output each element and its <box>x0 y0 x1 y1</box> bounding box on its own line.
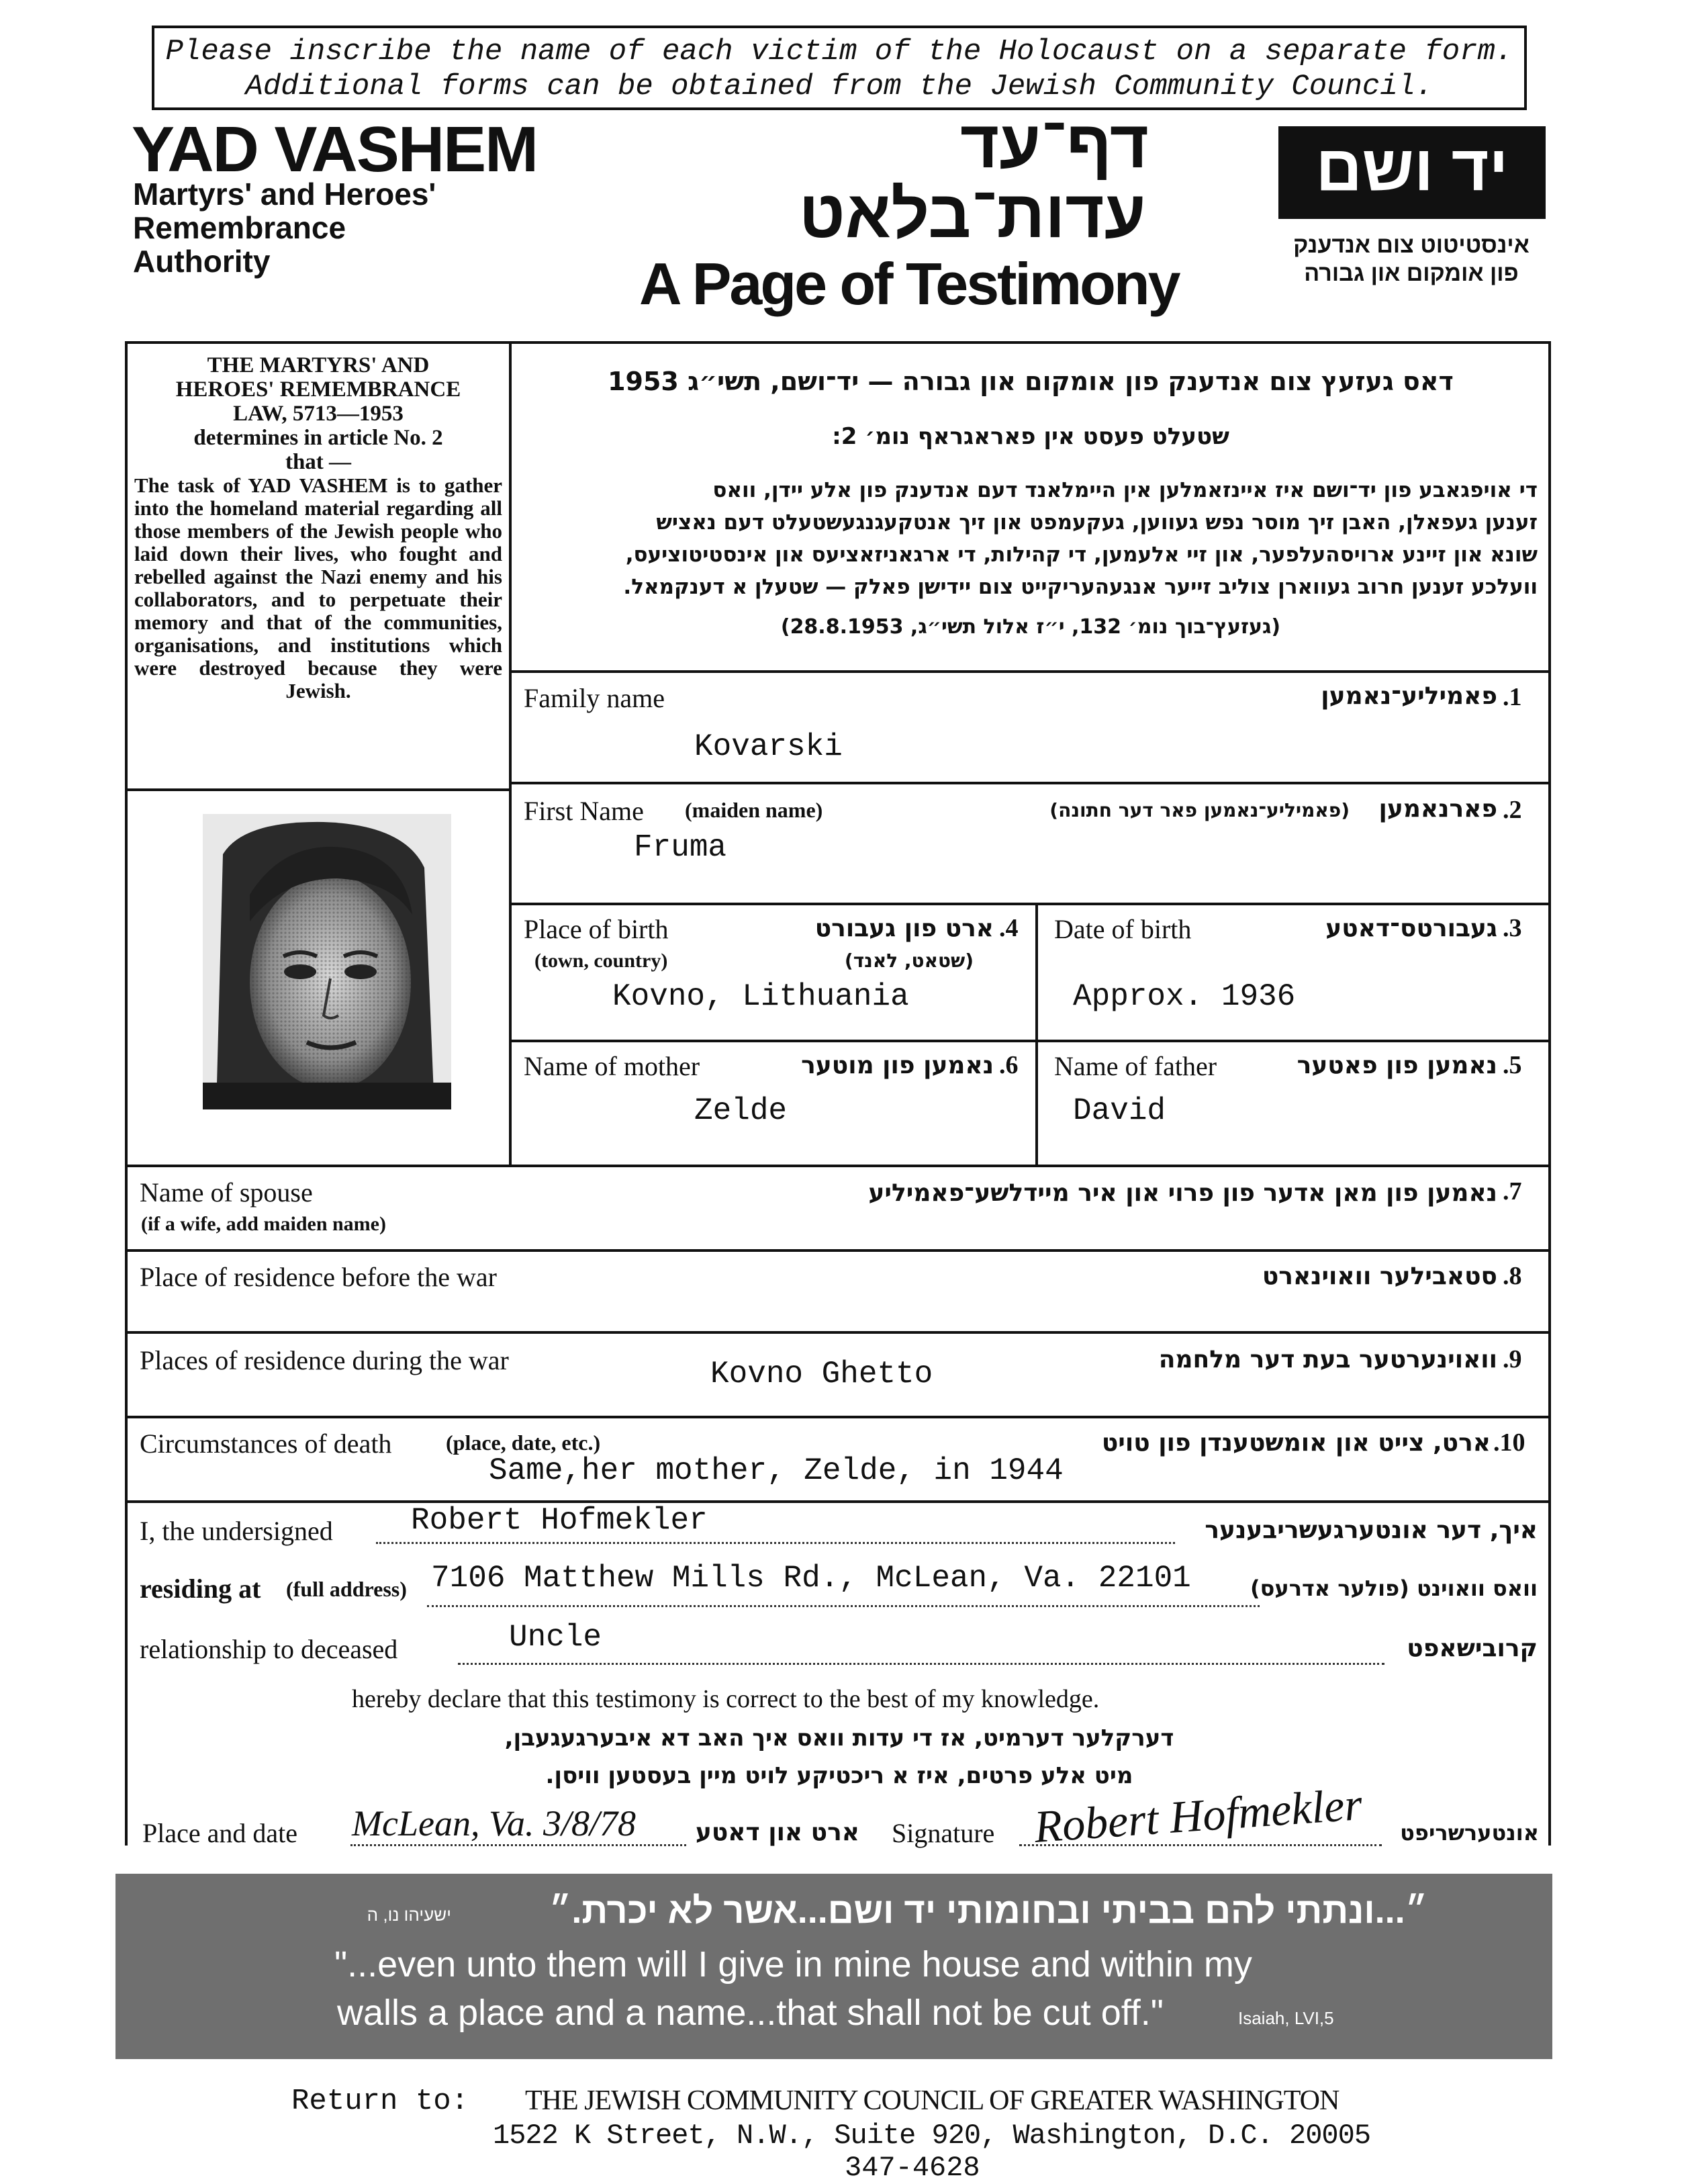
circumstances-hebrew: ארט, צייט און אומשטענדן פון טויט <box>1101 1429 1491 1457</box>
date-of-birth-value[interactable]: Approx. 1936 <box>1073 979 1296 1014</box>
return-address: 1522 K Street, N.W., Suite 920, Washington, D.C. 20005 <box>493 2120 1371 2152</box>
residence-before-war-label: Place of residence before the war <box>140 1262 497 1292</box>
declaration-hebrew-1: דערקלער דערמיט, אז די עדות וואס איך האב דא איבערגעגעבן, <box>504 1725 1174 1751</box>
law-that: that — <box>285 450 352 474</box>
org-subtitle-2: Remembrance <box>133 210 346 245</box>
signature-hebrew: אונטערשריפט <box>1400 1820 1539 1846</box>
residence-before-war-hebrew: סטאבילער וואוינארט <box>1262 1263 1497 1290</box>
circumstances-value[interactable]: Same,her mother, Zelde, in 1944 <box>489 1453 1064 1488</box>
place-of-birth-hebrew-sub: (שטאט, לאנד) <box>844 950 974 972</box>
place-of-birth-value[interactable]: Kovno, Lithuania <box>612 979 909 1014</box>
father-name-hebrew: נאמען פון פאטער <box>1297 1052 1497 1079</box>
hebrew-title-2: עדות־בלאט <box>799 177 1146 252</box>
first-name-sublabel: (maiden name) <box>685 798 823 822</box>
yad-vashem-logo <box>1278 126 1546 219</box>
notice-line-1: Please inscribe the name of each victim of the Holocaust on a separate form. <box>165 35 1513 69</box>
declaration-english: hereby declare that this testimony is correct to the best of my knowledge. <box>352 1685 1100 1713</box>
law-yiddish-4: זענען געפאלן, האבן זיך מוסר נפש געווען, געקעמפט און זיך אנטקעגנגעשטעלט דעם נאציש <box>656 510 1538 535</box>
org-subtitle-3: Authority <box>133 244 271 279</box>
field-6-number: .6 <box>999 1051 1019 1079</box>
first-name-value[interactable]: Fruma <box>634 830 727 865</box>
banner-english-reference: Isaiah, LVI,5 <box>1238 2008 1334 2028</box>
first-name-hebrew-sub: (פאמיליע־נאמען פאר דער חתונה) <box>1049 799 1350 821</box>
org-subtitle-1: Martyrs' and Heroes' <box>133 177 436 212</box>
law-title-3: LAW, 5713—1953 <box>233 402 404 426</box>
place-of-birth-hebrew: ארט פון געבורט <box>814 915 994 942</box>
circumstances-sublabel: (place, date, etc.) <box>446 1430 601 1455</box>
first-name-label: First Name <box>524 796 644 826</box>
family-name-label: Family name <box>524 683 665 713</box>
date-of-birth-hebrew: געבורטס־דאטע <box>1325 915 1497 942</box>
victim-photo <box>203 814 451 1109</box>
place-of-birth-label: Place of birth <box>524 914 669 944</box>
return-organization: THE JEWISH COMMUNITY COUNCIL OF GREATER WASHINGTON <box>525 2085 1340 2116</box>
place-date-value[interactable]: McLean, Va. 3/8/78 <box>352 1803 636 1844</box>
undersigned-label: I, the undersigned <box>140 1516 333 1546</box>
spouse-sublabel: (if a wife, add maiden name) <box>141 1213 386 1235</box>
relationship-hebrew: קרובישאפט <box>1407 1635 1538 1662</box>
return-label: Return to: <box>291 2085 469 2118</box>
notice-line-2: Additional forms can be obtained from the Jewish Community Council. <box>245 70 1433 103</box>
signature-label: Signature <box>892 1818 995 1848</box>
logo-subtitle-2: פון אומקום און גבורה <box>1304 261 1519 286</box>
undersigned-hebrew: איך, דער אונטערגעשריבענער <box>1205 1516 1538 1544</box>
spouse-hebrew: נאמען פון מאן אדער פון פרוי און איר מיידלשע־פאמיליע <box>868 1179 1497 1207</box>
law-body: The task of YAD VASHEM is to gather into the homeland material regarding all those members of the Jewish people who laid down their lives, who fought and rebelled against the Nazi enemy and his collaborators, and to perpetuate their memory and that of the communities, organisations, and institutions which were destroyed because they were Jewish. <box>134 473 502 702</box>
law-yiddish-1: דאס געזעץ צום אנדענק פון אומקום און גבורה — יד־ושם, תשי״ג 1953 <box>608 367 1454 396</box>
law-yiddish-3: די אויפגאבע פון יד־ושם איז איינזאמלען אין היימלאנד דעם אנדענק פון אלע יידן, וואס <box>712 478 1538 502</box>
place-date-hebrew: ארט און דאטע <box>695 1819 859 1846</box>
notice-box <box>152 26 1527 110</box>
residing-label: residing at <box>140 1574 261 1604</box>
banner-english-line-1: "...even unto them will I give in mine house and within my <box>334 1944 1252 1985</box>
relationship-label: relationship to deceased <box>140 1634 398 1664</box>
field-10-number: .10 <box>1493 1428 1525 1457</box>
place-date-label: Place and date <box>142 1818 297 1848</box>
field-8-number: .8 <box>1503 1262 1522 1290</box>
law-yiddish-7: (געזעץ־בוך נומ׳ 132, י״ז אלול תשי״ג, 28.8.1953) <box>780 615 1281 639</box>
law-box <box>134 353 502 702</box>
circumstances-label: Circumstances of death <box>140 1428 392 1459</box>
relationship-value[interactable]: Uncle <box>509 1620 602 1655</box>
place-of-birth-sublabel: (town, country) <box>534 950 668 972</box>
law-title-2: HEROES' REMEMBRANCE <box>175 377 461 402</box>
father-name-value[interactable]: David <box>1073 1093 1166 1128</box>
date-of-birth-label: Date of birth <box>1054 914 1192 944</box>
law-title-1: THE MARTYRS' AND <box>207 353 430 377</box>
residence-during-war-value[interactable]: Kovno Ghetto <box>710 1357 933 1392</box>
banner-hebrew-reference: ישעיהו נו, ה <box>367 1905 451 1925</box>
residence-during-war-hebrew: וואוינערטער בעת דער מלחמה <box>1158 1346 1497 1373</box>
hebrew-title-1: דף־עד <box>960 107 1149 182</box>
law-yiddish-2: שטעלט פעסט אין פאראגראף נומ׳ 2: <box>832 423 1229 450</box>
portrait-image <box>203 814 451 1109</box>
residence-during-war-label: Places of residence during the war <box>140 1345 509 1375</box>
page-title: A Page of Testimony <box>639 251 1179 317</box>
spouse-label: Name of spouse <box>140 1177 313 1208</box>
residing-sublabel: (full address) <box>286 1577 407 1601</box>
banner-english-line-2: walls a place and a name...that shall not be cut off." <box>337 1993 1164 2033</box>
logo-text: יד ושם <box>1315 132 1509 204</box>
family-name-value[interactable]: Kovarski <box>694 729 843 764</box>
law-yiddish-5: שונא און זיינע ארויסהעלפער, און זיי אלעמען, די קהילות, די ארגאניזאציעס און אינסטיטוציעס, <box>625 543 1538 567</box>
mother-name-value[interactable]: Zelde <box>694 1093 788 1128</box>
law-yiddish-6: וועלכע זענען חרוב געווארן צוליב זייער אנגעהעריקייט צום יידישן פאלק — שטעלן א דענקמאל. <box>623 575 1538 599</box>
logo-subtitle-1: אינסטיטוט צום אנדענק <box>1293 232 1530 258</box>
father-name-label: Name of father <box>1054 1051 1217 1081</box>
mother-name-hebrew: נאמען פון מוטער <box>801 1052 994 1079</box>
field-5-number: .5 <box>1503 1051 1522 1079</box>
field-3-number: .3 <box>1503 914 1522 942</box>
org-name: YAD VASHEM <box>132 113 538 185</box>
family-name-hebrew: פאמיליע־נאמען <box>1321 682 1497 710</box>
first-name-hebrew: פארנאמען <box>1378 795 1497 823</box>
field-7-number: .7 <box>1503 1177 1522 1205</box>
return-phone: 347-4628 <box>845 2152 980 2184</box>
address-value[interactable]: 7106 Matthew Mills Rd., McLean, Va. 22101 <box>431 1561 1191 1596</box>
declaration-hebrew-2: מיט אלע פרטים, איז א ריכטיקע לויט מיין בעסטען וויסן. <box>545 1762 1133 1789</box>
signature-value[interactable]: Robert Hofmekler <box>1032 1778 1364 1852</box>
residing-hebrew: וואס וואוינט (פולער אדרעס) <box>1250 1576 1538 1601</box>
field-4-number: .4 <box>999 914 1019 942</box>
quote-banner <box>115 1874 1552 2059</box>
field-2-number: .2 <box>1503 796 1522 824</box>
field-1-number: .1 <box>1503 683 1522 711</box>
mother-name-label: Name of mother <box>524 1051 700 1081</box>
field-9-number: .9 <box>1503 1345 1522 1373</box>
law-article: determines in article No. 2 <box>193 426 443 450</box>
undersigned-name[interactable]: Robert Hofmekler <box>411 1503 708 1538</box>
banner-hebrew-quote: ״...ונתתי להם בביתי ובחומותי יד ושם...אשר לא יכרת.״ <box>549 1891 1428 1931</box>
